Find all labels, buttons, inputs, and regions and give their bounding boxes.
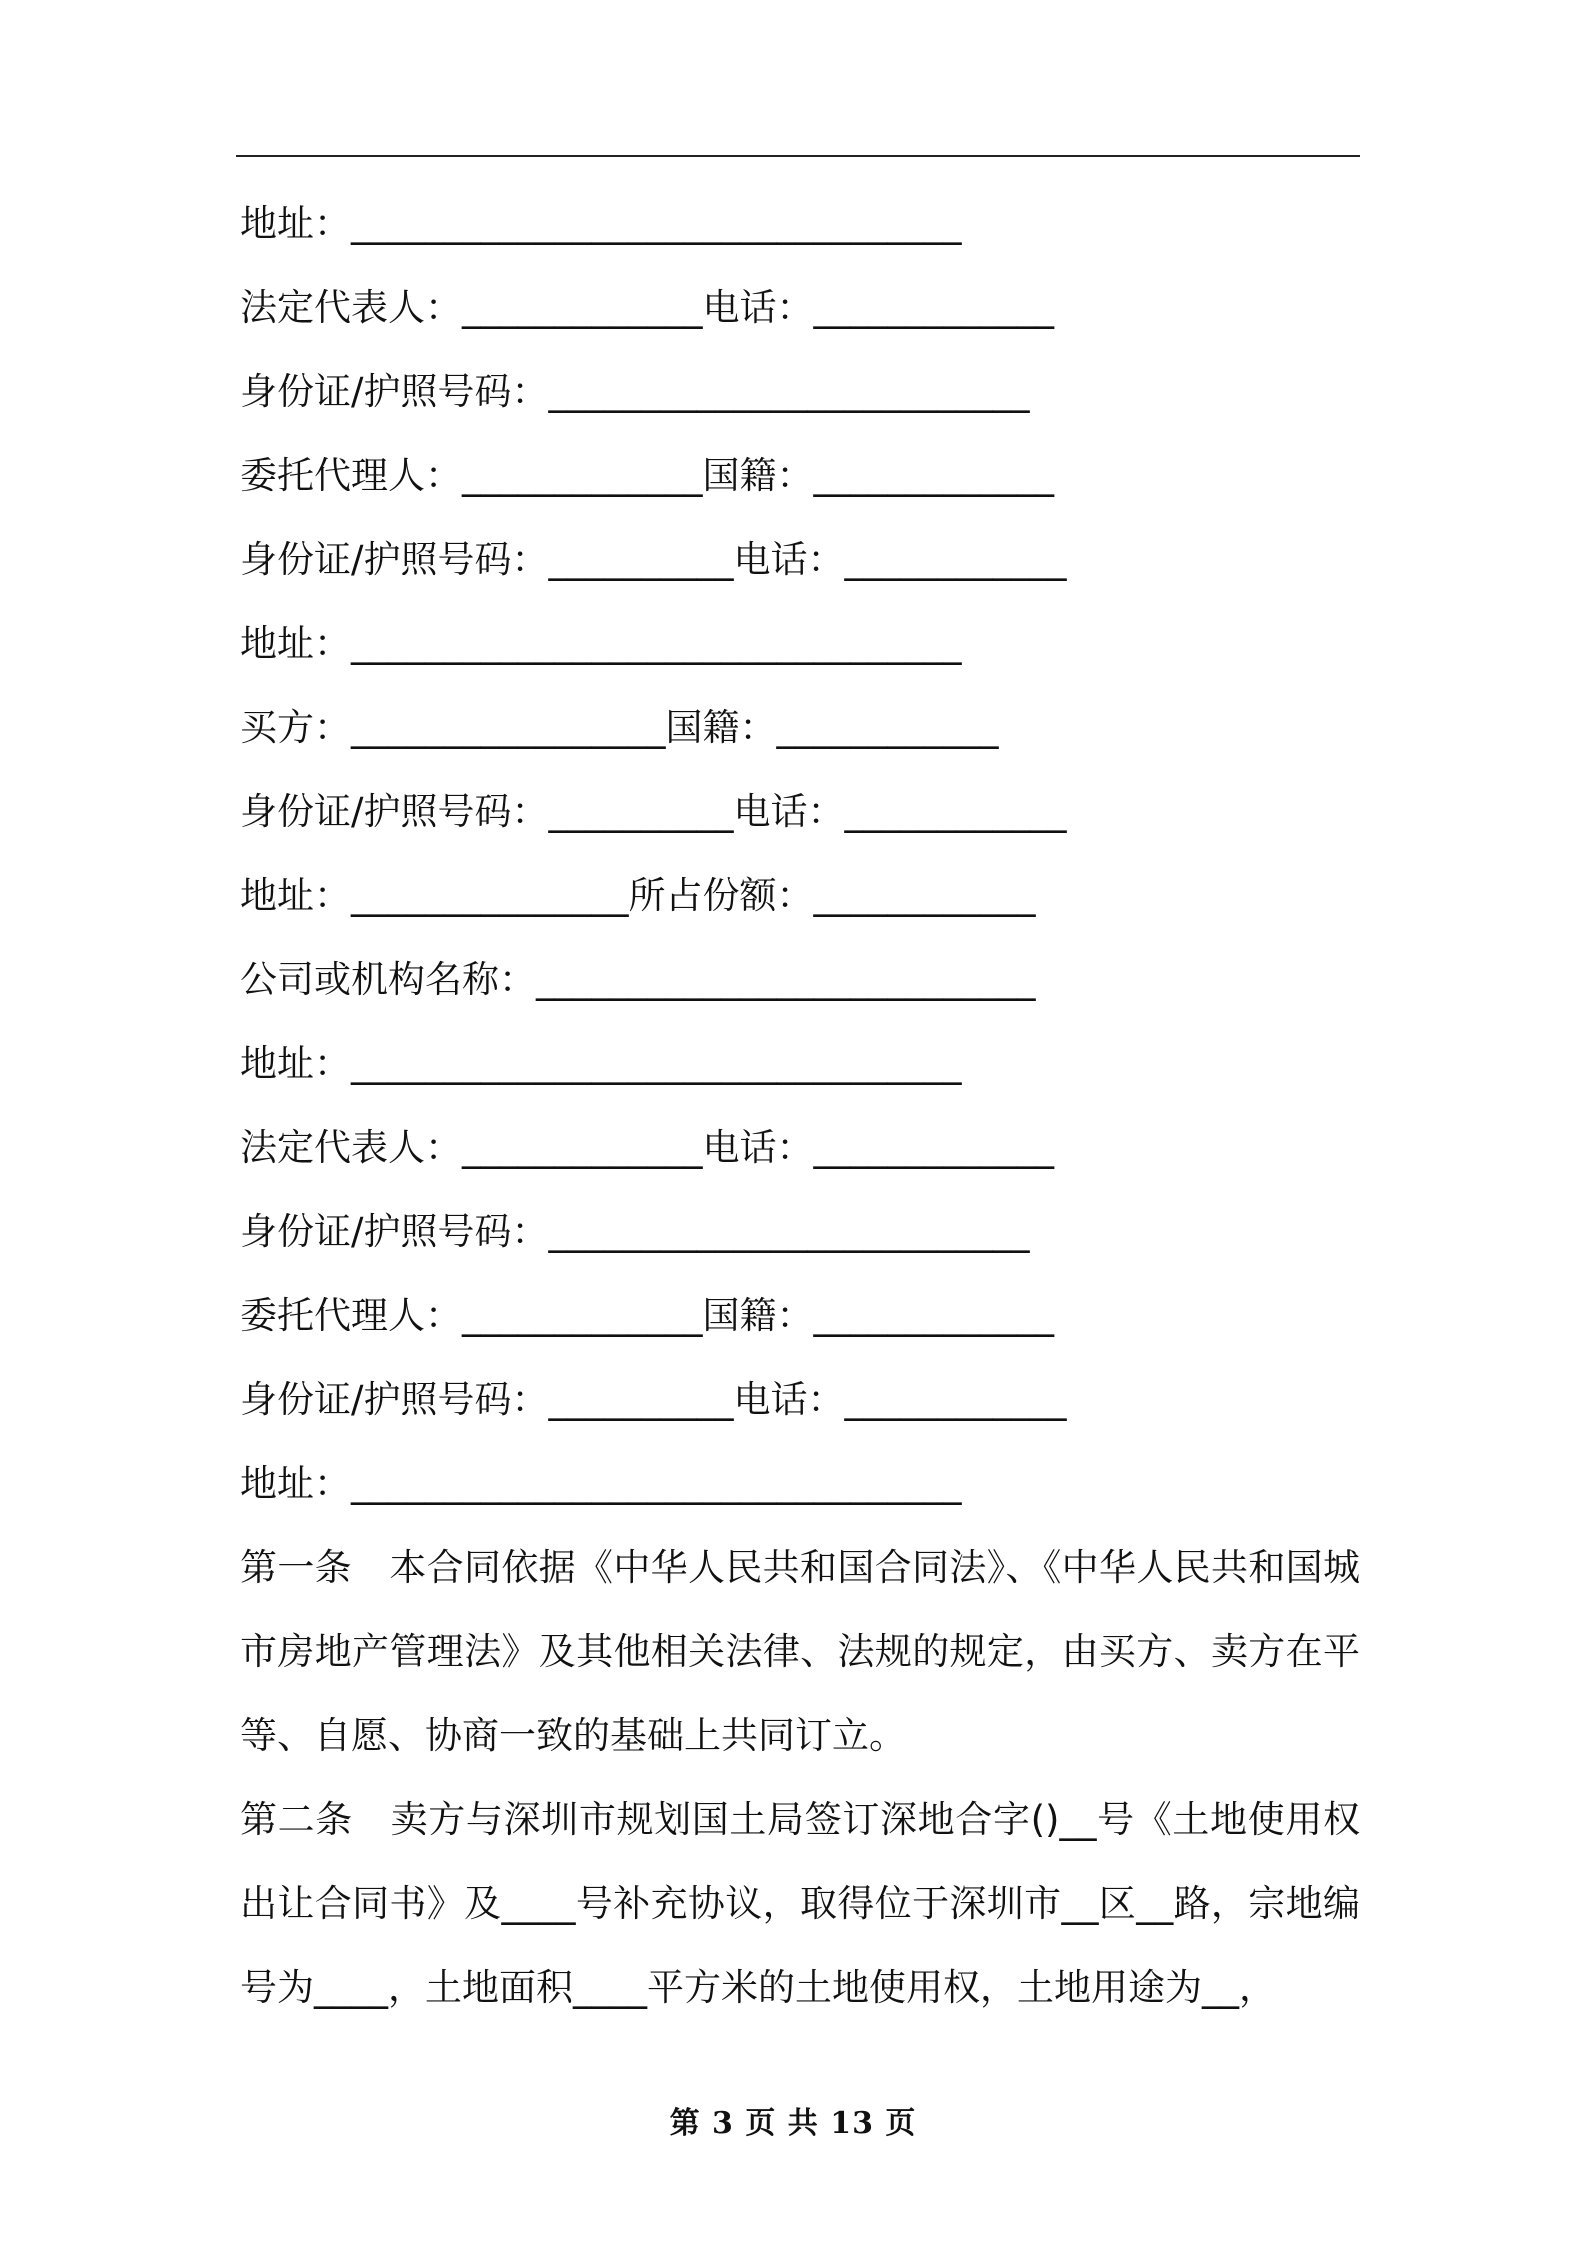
company-name-line: 公司或机构名称：___________________________ [240,958,1036,1001]
buyer-nationality-line: 买方：_________________国籍：____________ [240,706,999,749]
article-1: 第一条 本合同依据《中华人民共和国合同法》、《中华人民共和国城市房地产管理法》及其他相关法律、法规的规定，由买方、卖方在平等、自愿、协商一致的基础上共同订立。 [240,1546,1360,1757]
id-passport-line: 身份证/护照号码：__________________________ [240,370,1030,413]
page-number-footer: 第 3 页 共 13 页 [669,2106,917,2141]
company-legal-rep-phone-line: 法定代表人：_____________电话：_____________ [240,1126,1054,1169]
header-rule [236,155,1360,157]
company-address-line: 地址：_________________________________ [240,1042,962,1085]
buyer-address-share-line: 地址：_______________所占份额：____________ [240,874,1036,917]
company-agent-address-line: 地址：_________________________________ [240,1462,962,1505]
company-agent-nationality-line: 委托代理人：_____________国籍：_____________ [240,1294,1054,1337]
legal-rep-phone-line: 法定代表人：_____________电话：_____________ [240,286,1054,329]
company-id-passport-line: 身份证/护照号码：__________________________ [240,1210,1030,1253]
company-agent-id-phone-line: 身份证/护照号码：__________电话：____________ [240,1378,1067,1421]
buyer-id-phone-line: 身份证/护照号码：__________电话：____________ [240,790,1067,833]
seller-address-line: 地址：_________________________________ [240,202,962,245]
agent-address-line: 地址：_________________________________ [240,622,962,665]
agent-id-phone-line: 身份证/护照号码：__________电话：____________ [240,538,1067,581]
agent-nationality-line: 委托代理人：_____________国籍：_____________ [240,454,1054,497]
article-2: 第二条 卖方与深圳市规划国土局签订深地合字()__号《土地使用权出让合同书》及____号补充协议，取得位于深圳市__区__路，宗地编号为____，土地面积____平方米的土地使用权，土地用途为__， [240,1798,1360,2009]
document-body [240,182,1360,2030]
